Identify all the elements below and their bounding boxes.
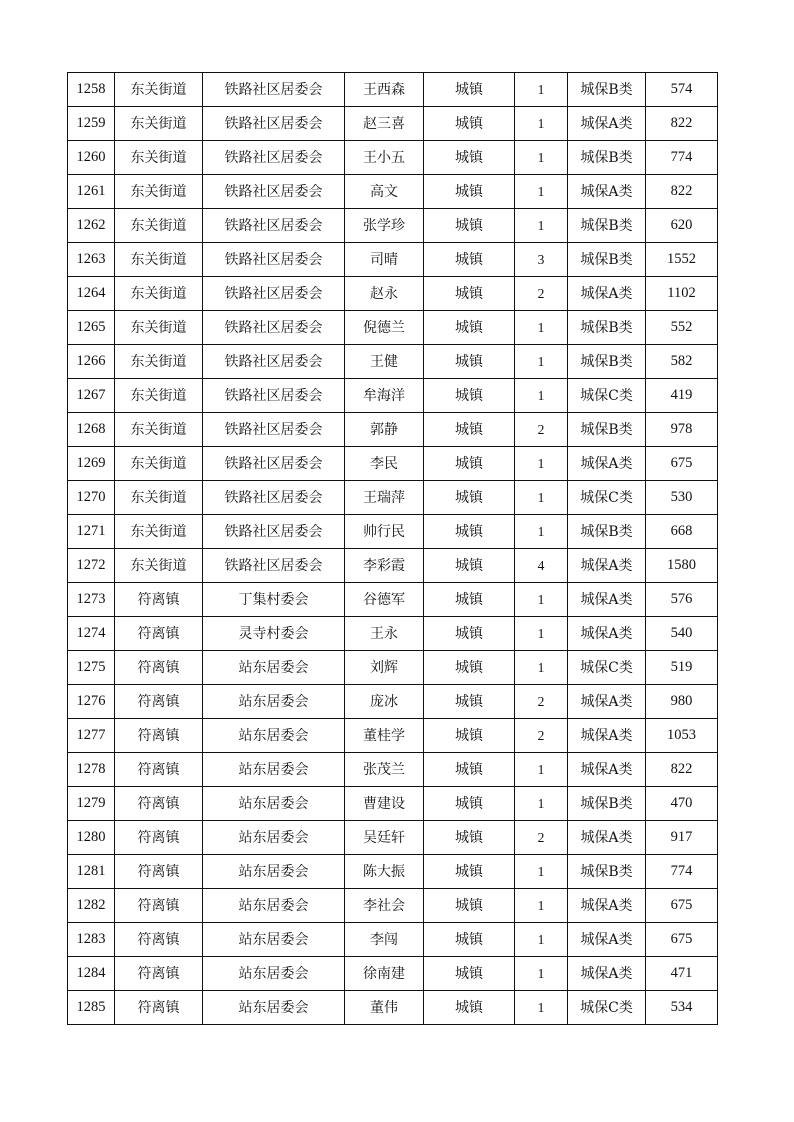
table-row [68,447,718,481]
household-count-cell: 2 [515,413,568,447]
table-row [68,889,718,923]
person-name-cell: 赵三喜 [345,107,424,141]
committee-cell: 铁路社区居委会 [203,447,345,481]
household-count-cell: 2 [515,719,568,753]
category-cell: 城保A类 [568,447,646,481]
table-row [68,345,718,379]
person-name-cell: 张学珍 [345,209,424,243]
committee-cell: 铁路社区居委会 [203,243,345,277]
town-cell: 东关街道 [115,515,203,549]
record-number: 1265 [68,311,115,345]
committee-cell: 铁路社区居委会 [203,277,345,311]
committee-cell: 铁路社区居委会 [203,481,345,515]
table-row [68,243,718,277]
town-cell: 东关街道 [115,277,203,311]
amount-cell: 552 [646,311,718,345]
town-cell: 东关街道 [115,311,203,345]
committee-cell: 站东居委会 [203,787,345,821]
committee-cell: 站东居委会 [203,651,345,685]
person-name-cell: 刘辉 [345,651,424,685]
table-row [68,821,718,855]
person-name-cell: 司晴 [345,243,424,277]
record-number: 1284 [68,957,115,991]
amount-cell: 917 [646,821,718,855]
amount-cell: 822 [646,175,718,209]
area-type-cell: 城镇 [424,719,515,753]
record-number: 1273 [68,583,115,617]
person-name-cell: 曹建设 [345,787,424,821]
person-name-cell: 高文 [345,175,424,209]
person-name-cell: 王西森 [345,73,424,107]
town-cell: 符离镇 [115,583,203,617]
town-cell: 符离镇 [115,651,203,685]
person-name-cell: 牟海洋 [345,379,424,413]
person-name-cell: 吴廷轩 [345,821,424,855]
person-name-cell: 倪德兰 [345,311,424,345]
category-cell: 城保A类 [568,583,646,617]
record-number: 1271 [68,515,115,549]
person-name-cell: 赵永 [345,277,424,311]
area-type-cell: 城镇 [424,413,515,447]
town-cell: 符离镇 [115,753,203,787]
person-name-cell: 李民 [345,447,424,481]
record-number: 1278 [68,753,115,787]
amount-cell: 582 [646,345,718,379]
category-cell: 城保A类 [568,175,646,209]
area-type-cell: 城镇 [424,753,515,787]
amount-cell: 774 [646,855,718,889]
category-cell: 城保A类 [568,889,646,923]
amount-cell: 1102 [646,277,718,311]
table-row [68,311,718,345]
record-number: 1268 [68,413,115,447]
table-row [68,413,718,447]
area-type-cell: 城镇 [424,481,515,515]
person-name-cell: 王永 [345,617,424,651]
household-count-cell: 2 [515,821,568,855]
person-name-cell: 李彩霞 [345,549,424,583]
amount-cell: 822 [646,753,718,787]
amount-cell: 471 [646,957,718,991]
area-type-cell: 城镇 [424,583,515,617]
amount-cell: 675 [646,889,718,923]
record-number: 1262 [68,209,115,243]
committee-cell: 铁路社区居委会 [203,73,345,107]
category-cell: 城保B类 [568,73,646,107]
record-number: 1259 [68,107,115,141]
amount-cell: 675 [646,923,718,957]
person-name-cell: 董桂学 [345,719,424,753]
table-row [68,855,718,889]
town-cell: 东关街道 [115,413,203,447]
committee-cell: 站东居委会 [203,991,345,1025]
table-row [68,515,718,549]
person-name-cell: 徐南建 [345,957,424,991]
table-row [68,481,718,515]
household-count-cell: 4 [515,549,568,583]
person-name-cell: 庞冰 [345,685,424,719]
table-row [68,753,718,787]
household-count-cell: 1 [515,73,568,107]
category-cell: 城保A类 [568,821,646,855]
committee-cell: 铁路社区居委会 [203,413,345,447]
town-cell: 东关街道 [115,243,203,277]
town-cell: 东关街道 [115,175,203,209]
area-type-cell: 城镇 [424,787,515,821]
table-row [68,379,718,413]
amount-cell: 534 [646,991,718,1025]
records-table [67,72,718,1025]
table-row [68,957,718,991]
category-cell: 城保B类 [568,855,646,889]
committee-cell: 铁路社区居委会 [203,379,345,413]
town-cell: 符离镇 [115,991,203,1025]
household-count-cell: 1 [515,345,568,379]
area-type-cell: 城镇 [424,685,515,719]
area-type-cell: 城镇 [424,549,515,583]
table-row [68,73,718,107]
household-count-cell: 1 [515,991,568,1025]
record-number: 1260 [68,141,115,175]
person-name-cell: 董伟 [345,991,424,1025]
category-cell: 城保B类 [568,243,646,277]
committee-cell: 铁路社区居委会 [203,311,345,345]
committee-cell: 站东居委会 [203,855,345,889]
household-count-cell: 1 [515,447,568,481]
town-cell: 东关街道 [115,345,203,379]
household-count-cell: 1 [515,107,568,141]
record-number: 1279 [68,787,115,821]
town-cell: 东关街道 [115,209,203,243]
amount-cell: 980 [646,685,718,719]
area-type-cell: 城镇 [424,209,515,243]
household-count-cell: 2 [515,277,568,311]
committee-cell: 站东居委会 [203,821,345,855]
area-type-cell: 城镇 [424,923,515,957]
category-cell: 城保B类 [568,515,646,549]
household-count-cell: 1 [515,209,568,243]
record-number: 1276 [68,685,115,719]
area-type-cell: 城镇 [424,175,515,209]
town-cell: 东关街道 [115,141,203,175]
amount-cell: 1552 [646,243,718,277]
amount-cell: 519 [646,651,718,685]
category-cell: 城保A类 [568,277,646,311]
record-number: 1261 [68,175,115,209]
town-cell: 东关街道 [115,549,203,583]
town-cell: 东关街道 [115,73,203,107]
category-cell: 城保C类 [568,651,646,685]
committee-cell: 站东居委会 [203,753,345,787]
category-cell: 城保A类 [568,617,646,651]
category-cell: 城保B类 [568,209,646,243]
record-number: 1280 [68,821,115,855]
record-number: 1266 [68,345,115,379]
area-type-cell: 城镇 [424,651,515,685]
household-count-cell: 1 [515,889,568,923]
town-cell: 东关街道 [115,107,203,141]
amount-cell: 540 [646,617,718,651]
town-cell: 符离镇 [115,617,203,651]
area-type-cell: 城镇 [424,889,515,923]
committee-cell: 站东居委会 [203,685,345,719]
category-cell: 城保A类 [568,753,646,787]
committee-cell: 铁路社区居委会 [203,175,345,209]
area-type-cell: 城镇 [424,345,515,379]
amount-cell: 978 [646,413,718,447]
committee-cell: 铁路社区居委会 [203,345,345,379]
records-body [68,73,718,1025]
category-cell: 城保A类 [568,685,646,719]
household-count-cell: 1 [515,515,568,549]
town-cell: 符离镇 [115,889,203,923]
record-number: 1285 [68,991,115,1025]
amount-cell: 419 [646,379,718,413]
area-type-cell: 城镇 [424,821,515,855]
category-cell: 城保B类 [568,787,646,821]
table-row [68,923,718,957]
person-name-cell: 帅行民 [345,515,424,549]
table-row [68,651,718,685]
area-type-cell: 城镇 [424,515,515,549]
area-type-cell: 城镇 [424,991,515,1025]
record-number: 1275 [68,651,115,685]
person-name-cell: 张茂兰 [345,753,424,787]
amount-cell: 576 [646,583,718,617]
person-name-cell: 王健 [345,345,424,379]
record-number: 1270 [68,481,115,515]
amount-cell: 470 [646,787,718,821]
table-row [68,549,718,583]
committee-cell: 灵寺村委会 [203,617,345,651]
amount-cell: 1053 [646,719,718,753]
town-cell: 符离镇 [115,719,203,753]
amount-cell: 1580 [646,549,718,583]
household-count-cell: 1 [515,481,568,515]
town-cell: 东关街道 [115,379,203,413]
amount-cell: 530 [646,481,718,515]
category-cell: 城保B类 [568,413,646,447]
person-name-cell: 李社会 [345,889,424,923]
area-type-cell: 城镇 [424,379,515,413]
person-name-cell: 王小五 [345,141,424,175]
household-count-cell: 1 [515,651,568,685]
household-count-cell: 1 [515,753,568,787]
household-count-cell: 1 [515,787,568,821]
household-count-cell: 1 [515,617,568,651]
table-row [68,719,718,753]
record-number: 1258 [68,73,115,107]
record-number: 1272 [68,549,115,583]
household-count-cell: 1 [515,311,568,345]
record-number: 1282 [68,889,115,923]
household-count-cell: 1 [515,583,568,617]
category-cell: 城保C类 [568,379,646,413]
category-cell: 城保C类 [568,991,646,1025]
person-name-cell: 陈大振 [345,855,424,889]
committee-cell: 铁路社区居委会 [203,141,345,175]
committee-cell: 铁路社区居委会 [203,209,345,243]
amount-cell: 675 [646,447,718,481]
record-number: 1269 [68,447,115,481]
category-cell: 城保C类 [568,481,646,515]
table-row [68,787,718,821]
household-count-cell: 1 [515,855,568,889]
person-name-cell: 郭静 [345,413,424,447]
area-type-cell: 城镇 [424,107,515,141]
table-row [68,277,718,311]
committee-cell: 铁路社区居委会 [203,107,345,141]
category-cell: 城保B类 [568,345,646,379]
town-cell: 符离镇 [115,957,203,991]
town-cell: 符离镇 [115,923,203,957]
person-name-cell: 李闯 [345,923,424,957]
area-type-cell: 城镇 [424,277,515,311]
table-row [68,175,718,209]
household-count-cell: 1 [515,923,568,957]
household-count-cell: 1 [515,141,568,175]
household-count-cell: 1 [515,175,568,209]
amount-cell: 822 [646,107,718,141]
area-type-cell: 城镇 [424,73,515,107]
household-count-cell: 2 [515,685,568,719]
person-name-cell: 王瑞萍 [345,481,424,515]
committee-cell: 铁路社区居委会 [203,515,345,549]
category-cell: 城保A类 [568,957,646,991]
town-cell: 符离镇 [115,787,203,821]
area-type-cell: 城镇 [424,957,515,991]
table-row [68,685,718,719]
amount-cell: 574 [646,73,718,107]
category-cell: 城保B类 [568,141,646,175]
area-type-cell: 城镇 [424,447,515,481]
table-row [68,583,718,617]
table-row [68,107,718,141]
area-type-cell: 城镇 [424,311,515,345]
household-count-cell: 3 [515,243,568,277]
area-type-cell: 城镇 [424,243,515,277]
record-number: 1267 [68,379,115,413]
committee-cell: 站东居委会 [203,923,345,957]
town-cell: 东关街道 [115,481,203,515]
town-cell: 符离镇 [115,855,203,889]
record-number: 1277 [68,719,115,753]
category-cell: 城保B类 [568,311,646,345]
category-cell: 城保A类 [568,923,646,957]
area-type-cell: 城镇 [424,617,515,651]
committee-cell: 丁集村委会 [203,583,345,617]
committee-cell: 站东居委会 [203,719,345,753]
area-type-cell: 城镇 [424,855,515,889]
household-count-cell: 1 [515,957,568,991]
category-cell: 城保A类 [568,719,646,753]
record-number: 1274 [68,617,115,651]
category-cell: 城保A类 [568,549,646,583]
record-number: 1264 [68,277,115,311]
town-cell: 符离镇 [115,821,203,855]
amount-cell: 668 [646,515,718,549]
town-cell: 东关街道 [115,447,203,481]
person-name-cell: 谷德军 [345,583,424,617]
town-cell: 符离镇 [115,685,203,719]
table-row [68,991,718,1025]
amount-cell: 774 [646,141,718,175]
table-row [68,141,718,175]
record-number: 1263 [68,243,115,277]
committee-cell: 站东居委会 [203,957,345,991]
record-number: 1281 [68,855,115,889]
committee-cell: 站东居委会 [203,889,345,923]
category-cell: 城保A类 [568,107,646,141]
record-number: 1283 [68,923,115,957]
amount-cell: 620 [646,209,718,243]
table-row [68,209,718,243]
household-count-cell: 1 [515,379,568,413]
table-row [68,617,718,651]
committee-cell: 铁路社区居委会 [203,549,345,583]
area-type-cell: 城镇 [424,141,515,175]
